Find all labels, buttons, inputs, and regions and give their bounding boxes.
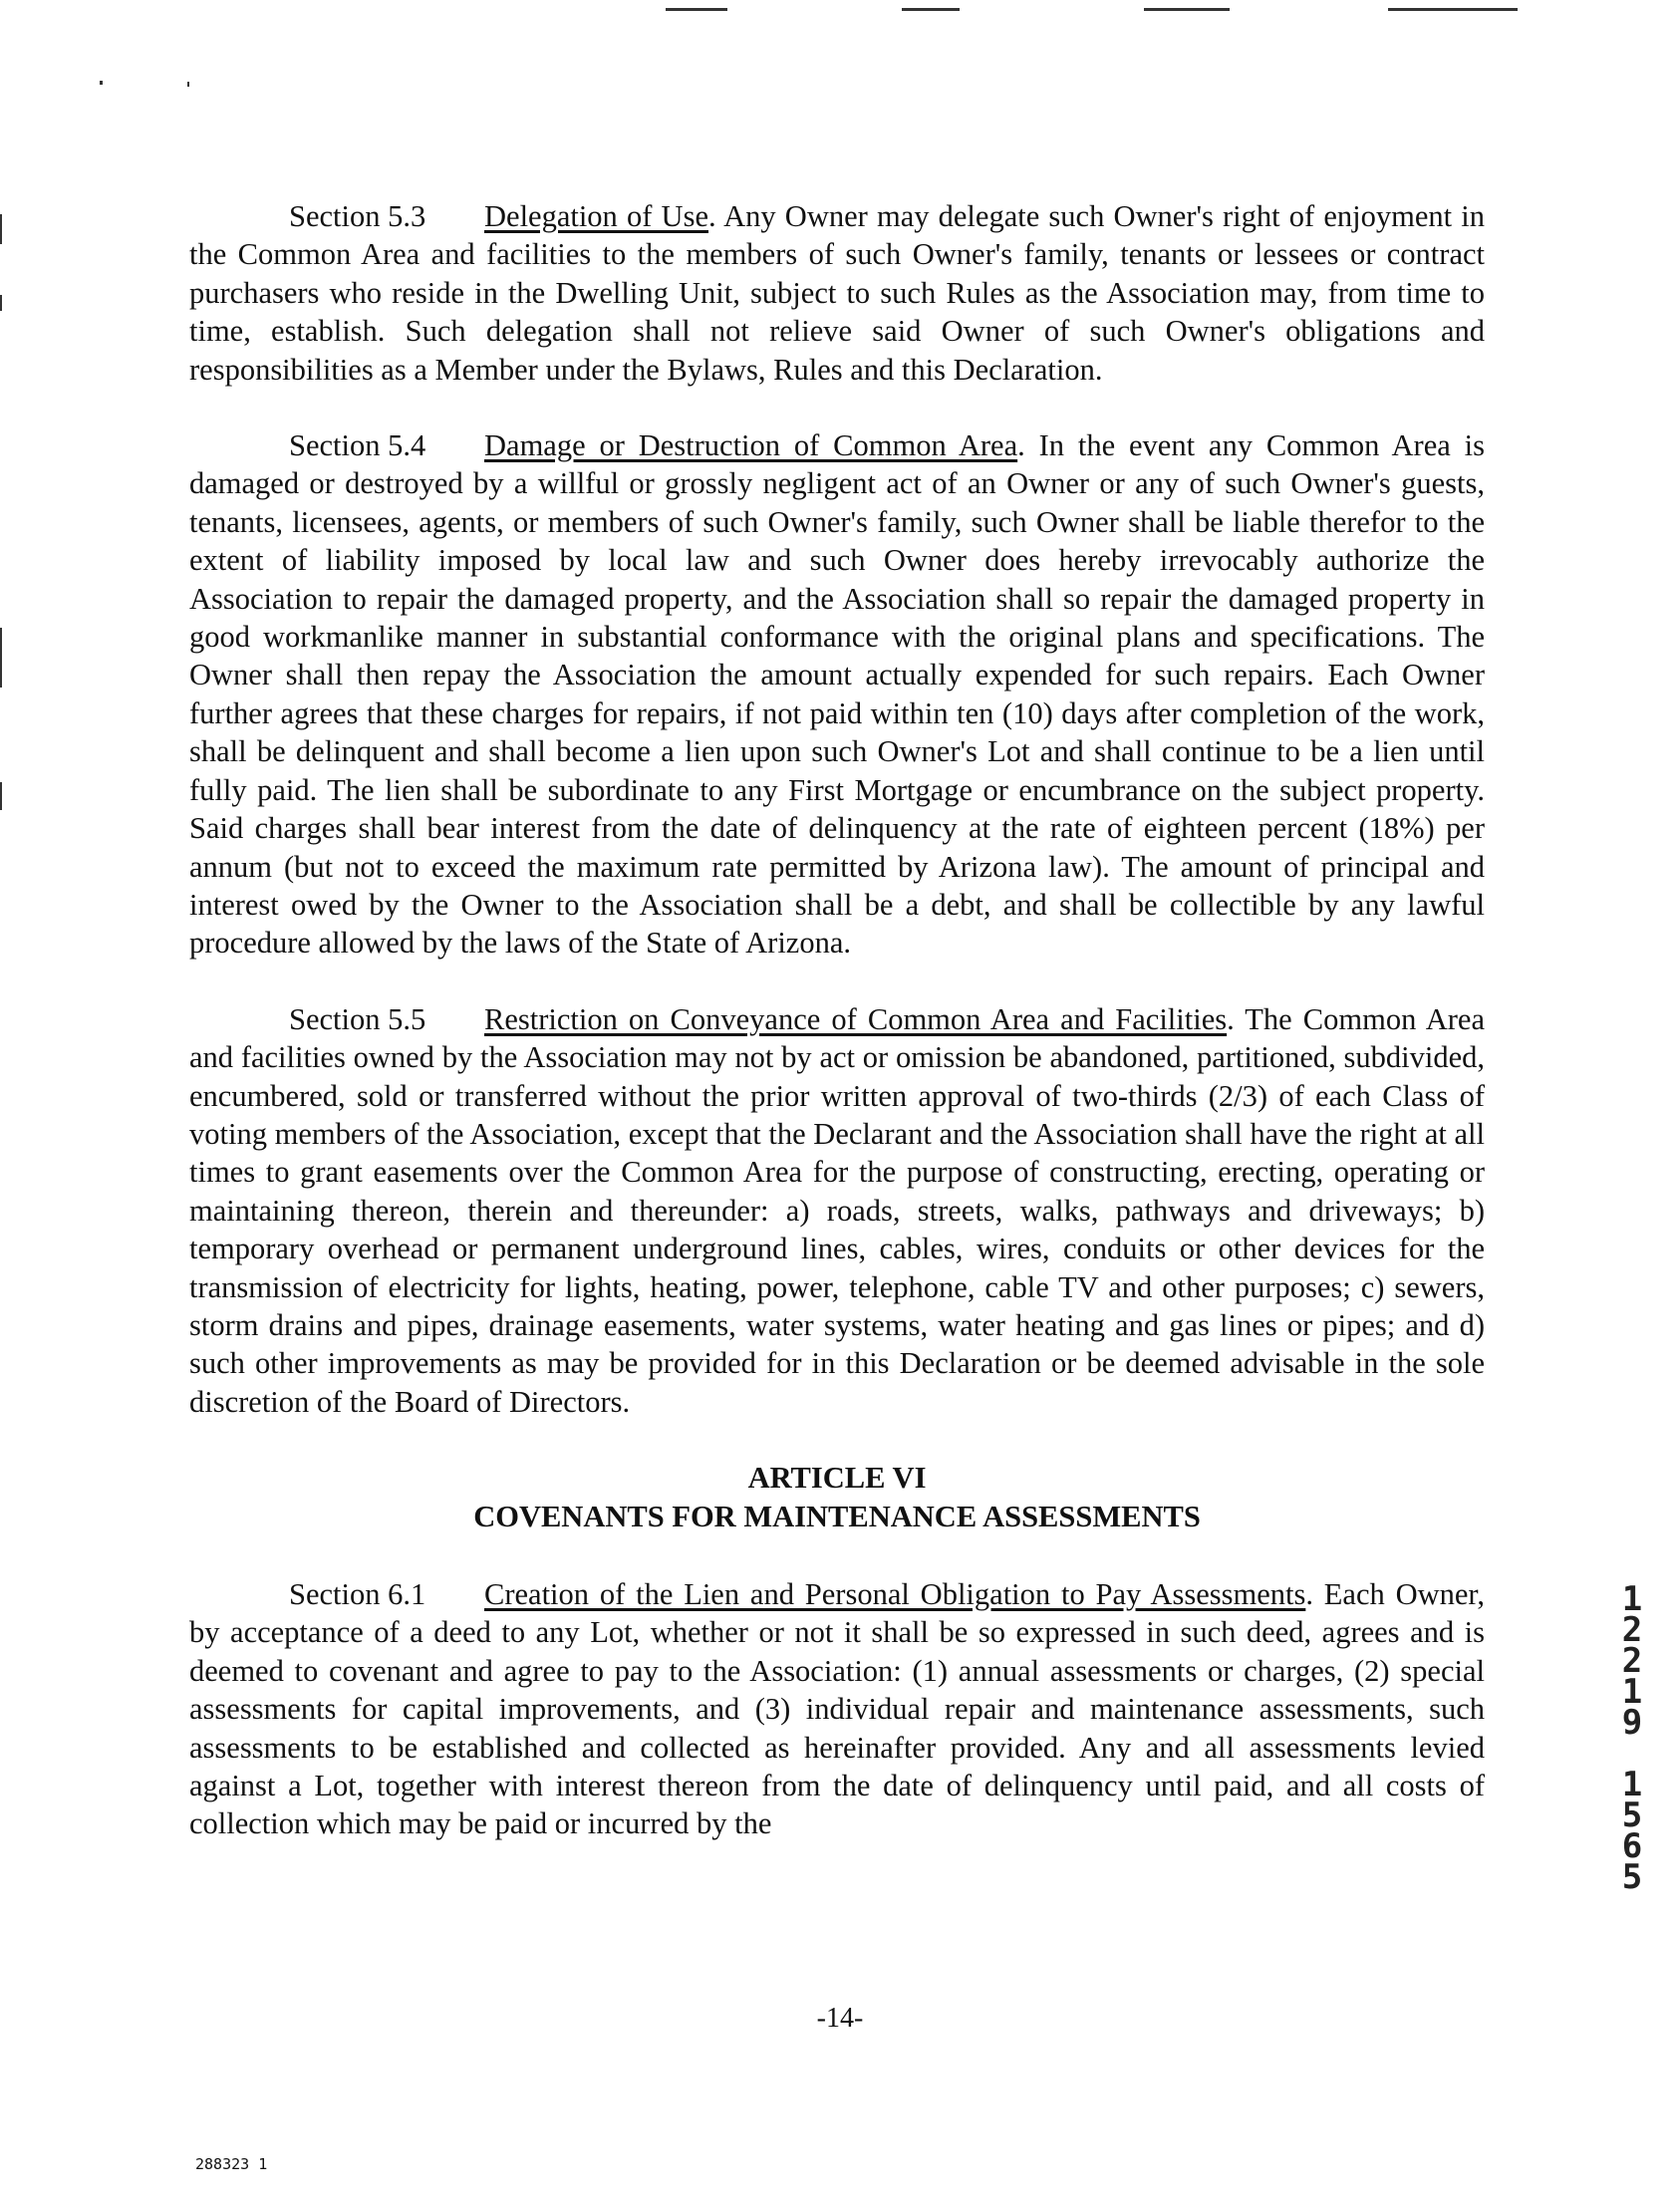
recorder-stamp xyxy=(1612,1579,1652,1897)
scan-speck xyxy=(187,82,189,87)
scan-margin-mark xyxy=(0,628,2,688)
recorder-stamp-digit: 1 xyxy=(1621,1672,1643,1712)
section-body: . Any Owner may delegate such Owner's right of enjoyment in the Common Area and facilities to the members of such Owner's family, tenants or lessees or contract purchasers who reside in the Dwelling Unit, subject to such Rules as the Association may, from time to time, establish. Such delegation shall not relieve said Owner of such Owner's obligations and responsibilities as a Member under the Bylaws, Rules and this Declaration. xyxy=(189,199,1486,387)
section-title: Delegation of Use xyxy=(484,199,708,233)
article-title: COVENANTS FOR MAINTENANCE ASSESSMENTS xyxy=(473,1499,1201,1533)
recorder-stamp-digit: 2 xyxy=(1621,1610,1643,1650)
section-number: Section 5.3 xyxy=(289,199,426,233)
scan-margin-mark xyxy=(0,295,2,311)
scan-speck xyxy=(100,81,103,85)
article-number: ARTICLE VI xyxy=(747,1461,927,1496)
scan-top-mark xyxy=(902,8,960,11)
section-title: Creation of the Lien and Personal Obligation to Pay Assessments xyxy=(484,1577,1306,1611)
recorder-stamp-digit: 1 xyxy=(1621,1765,1643,1804)
section-title: Restriction on Conveyance of Common Area and Facilities xyxy=(484,1001,1228,1036)
scan-top-mark xyxy=(1144,8,1230,11)
section-body: . Each Owner, by acceptance of a deed to any Lot, whether or not it shall be so expressed in such deed, agrees and is deemed to covenant and agree to pay to the Association: (1) annual assessments or charges, (2) special assessments for capital improvements, and (3) individual repair and maintenance assessments, such assessments to be established and collected as hereinafter provided. Any and all assessments levied against a Lot, together with interest thereon from the date of delinquency until paid, and all costs of collection which may be paid or incurred by the xyxy=(189,1577,1485,1841)
scan-top-mark xyxy=(1388,8,1518,11)
section-5-5 xyxy=(189,1000,1485,1421)
article-heading xyxy=(189,1459,1485,1535)
scan-top-mark xyxy=(666,8,727,11)
section-number: Section 5.5 xyxy=(289,1001,426,1036)
recorder-stamp-digit: 2 xyxy=(1621,1641,1643,1681)
recorder-stamp-digit: 1 xyxy=(1621,1579,1643,1619)
scan-margin-mark xyxy=(0,214,2,244)
section-number: Section 5.4 xyxy=(289,428,426,463)
section-body: . In the event any Common Area is damaged or destroyed by a willful or grossly negligent act of an Owner or any of such Owner's guests, tenants, licensees, agents, or members of such Owner's family, such Owner shall be liable therefor to the extent of liability imposed by local law and such Owner does hereby irrevocably authorize the Association to repair the damaged property, and the Association shall so repair the damaged property in good workmanlike manner in substantial conformance with the original plans and specifications. The Owner shall then repay the Association the amount actually expended for such repairs. Each Owner further agrees that these charges for repairs, if not paid within ten (10) days after completion of the work, shall be delinquent and shall become a lien upon such Owner's Lot and shall continue to be a lien until fully paid. The lien shall be subordinate to any First Mortgage or encumbrance on the subject property. Said charges shall bear interest from the date of delinquency at the rate of eighteen percent (18%) per annum (but not to exceed the maximum rate permitted by Arizona law). The amount of principal and interest owed by the Owner to the Association shall be a debt, and shall be collectible by any lawful procedure allowed by the laws of the State of Arizona. xyxy=(189,428,1485,961)
section-number: Section 6.1 xyxy=(289,1577,426,1611)
recorder-stamp-digit: 6 xyxy=(1621,1826,1643,1866)
section-6-1 xyxy=(189,1575,1485,1843)
section-body: . The Common Area and facilities owned by the Association may not by act or omission be abandoned, partitioned, subdivided, encumbered, sold or transferred without the prior written approval of two-thirds (2/3) of each Class of voting members of the Association, except that the Declarant and the Association shall have the right at all times to grant easements over the Common Area for the purpose of constructing, erecting, operating or maintaining thereon, therein and thereunder: a) roads, streets, walks, pathways and driveways; b) temporary overhead or permanent underground lines, cables, wires, conduits or other devices for the transmission of electricity for lights, heating, power, telephone, cable TV and other purposes; c) sewers, storm drains and pipes, drainage easements, water systems, water heating and gas lines or pipes; and d) such other improvements as may be provided for in this Declaration or be deemed advisable in the sole discretion of the Board of Directors. xyxy=(189,1001,1485,1419)
document-code: 288323 1 xyxy=(195,2155,268,2173)
document-body xyxy=(189,197,1485,1881)
recorder-stamp-digit: 5 xyxy=(1621,1796,1643,1835)
scan-margin-mark xyxy=(0,782,2,810)
recorder-stamp-digit: 5 xyxy=(1621,1857,1643,1897)
section-5-4 xyxy=(189,426,1485,963)
page-number: -14- xyxy=(816,2003,864,2034)
section-5-3 xyxy=(189,197,1485,389)
section-title: Damage or Destruction of Common Area xyxy=(484,428,1018,463)
recorder-stamp-digit: 9 xyxy=(1621,1703,1643,1743)
